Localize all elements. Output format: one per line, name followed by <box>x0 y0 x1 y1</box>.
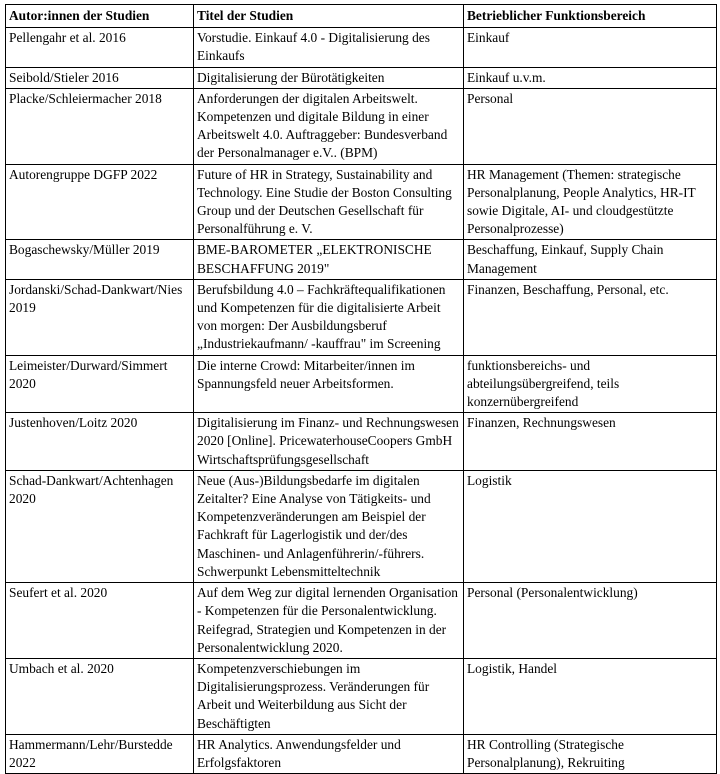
cell-area: Logistik, Handel <box>464 658 717 734</box>
cell-area: Finanzen, Beschaffung, Personal, etc. <box>464 279 717 355</box>
cell-author: Autorengruppe DGFP 2022 <box>6 164 194 240</box>
cell-author: Bogaschewsky/Müller 2019 <box>6 240 194 279</box>
cell-area: HR Management (Themen: strategische Personalplanung, People Analytics, HR-IT sowie Digitale, AI- und cloudgestützte Personalprozesse) <box>464 164 717 240</box>
cell-area: Einkauf <box>464 28 717 67</box>
table-row <box>6 470 717 582</box>
cell-author: Leimeister/Durward/Simmert 2020 <box>6 355 194 413</box>
cell-area: Beschaffung, Einkauf, Supply Chain Management <box>464 240 717 279</box>
cell-title: Future of HR in Strategy, Sustainability and Technology. Eine Studie der Boston Consulting Group und der Deutschen Gesellschaft für Personalführung e. V. <box>194 164 464 240</box>
table-row <box>6 355 717 413</box>
table-row <box>6 240 717 279</box>
table-body <box>6 28 717 774</box>
table-row <box>6 164 717 240</box>
cell-title: Neue (Aus-)Bildungsbedarfe im digitalen Zeitalter? Eine Analyse von Tätigkeits- und Kompetenzveränderungen am Beispiel der Fachkraft für Lagerlogistik und der/des Maschinen- und Anlagenführerin/-führers. Schwerpunkt Lebensmitteltechnik <box>194 470 464 582</box>
studies-table <box>5 4 717 774</box>
cell-author: Schad-Dankwart/Achtenhagen 2020 <box>6 470 194 582</box>
cell-title: BME-BAROMETER „ELEKTRONISCHE BESCHAFFUNG 2019" <box>194 240 464 279</box>
cell-author: Jordanski/Schad-Dankwart/Nies 2019 <box>6 279 194 355</box>
cell-author: Seufert et al. 2020 <box>6 583 194 659</box>
table-row <box>6 734 717 773</box>
table-row <box>6 67 717 88</box>
table-row <box>6 583 717 659</box>
cell-title: HR Analytics. Anwendungsfelder und Erfolgsfaktoren <box>194 734 464 773</box>
cell-title: Kompetenzverschiebungen im Digitalisierungsprozess. Veränderungen für Arbeit und Weiterbildung aus Sicht der Beschäftigten <box>194 658 464 734</box>
cell-author: Seibold/Stieler 2016 <box>6 67 194 88</box>
cell-area: HR Controlling (Strategische Personalplanung), Rekruiting <box>464 734 717 773</box>
cell-title: Berufsbildung 4.0 – Fachkräftequalifikationen und Kompetenzen für die digitalisierte Arbeit von morgen: Der Ausbildungsberuf „Industriekaufmann/ -kauffrau" im Screening <box>194 279 464 355</box>
cell-title: Digitalisierung im Finanz- und Rechnungswesen 2020 [Online]. PricewaterhouseCoopers GmbH Wirtschaftsprüfungsgesellschaft <box>194 413 464 471</box>
cell-title: Vorstudie. Einkauf 4.0 - Digitalisierung des Einkaufs <box>194 28 464 67</box>
cell-author: Justenhoven/Loitz 2020 <box>6 413 194 471</box>
table-row <box>6 279 717 355</box>
cell-title: Digitalisierung der Bürotätigkeiten <box>194 67 464 88</box>
table-row <box>6 413 717 471</box>
header-row <box>6 5 717 28</box>
cell-area: Logistik <box>464 470 717 582</box>
table-row <box>6 88 717 164</box>
cell-area: funktionsbereichs- und abteilungsübergreifend, teils konzernübergreifend <box>464 355 717 413</box>
table-row <box>6 658 717 734</box>
cell-author: Placke/Schleiermacher 2018 <box>6 88 194 164</box>
cell-area: Einkauf u.v.m. <box>464 67 717 88</box>
header-area: Betrieblicher Funktionsbereich <box>464 5 717 28</box>
cell-title: Anforderungen der digitalen Arbeitswelt. Kompetenzen und digitale Bildung in einer Arbeitswelt 4.0. Auftraggeber: Bundesverband der Personalmanager e.V.. (BPM) <box>194 88 464 164</box>
cell-author: Hammermann/Lehr/Burstedde 2022 <box>6 734 194 773</box>
cell-area: Finanzen, Rechnungswesen <box>464 413 717 471</box>
cell-area: Personal (Personalentwicklung) <box>464 583 717 659</box>
cell-title: Die interne Crowd: Mitarbeiter/innen im Spannungsfeld neuer Arbeitsformen. <box>194 355 464 413</box>
cell-author: Pellengahr et al. 2016 <box>6 28 194 67</box>
cell-title: Auf dem Weg zur digital lernenden Organisation - Kompetenzen für die Personalentwicklung. Reifegrad, Strategien und Kompetenzen in der Personalentwicklung 2020. <box>194 583 464 659</box>
cell-author: Umbach et al. 2020 <box>6 658 194 734</box>
table-row <box>6 28 717 67</box>
header-author: Autor:innen der Studien <box>6 5 194 28</box>
cell-area: Personal <box>464 88 717 164</box>
header-title: Titel der Studien <box>194 5 464 28</box>
table-header <box>6 5 717 28</box>
